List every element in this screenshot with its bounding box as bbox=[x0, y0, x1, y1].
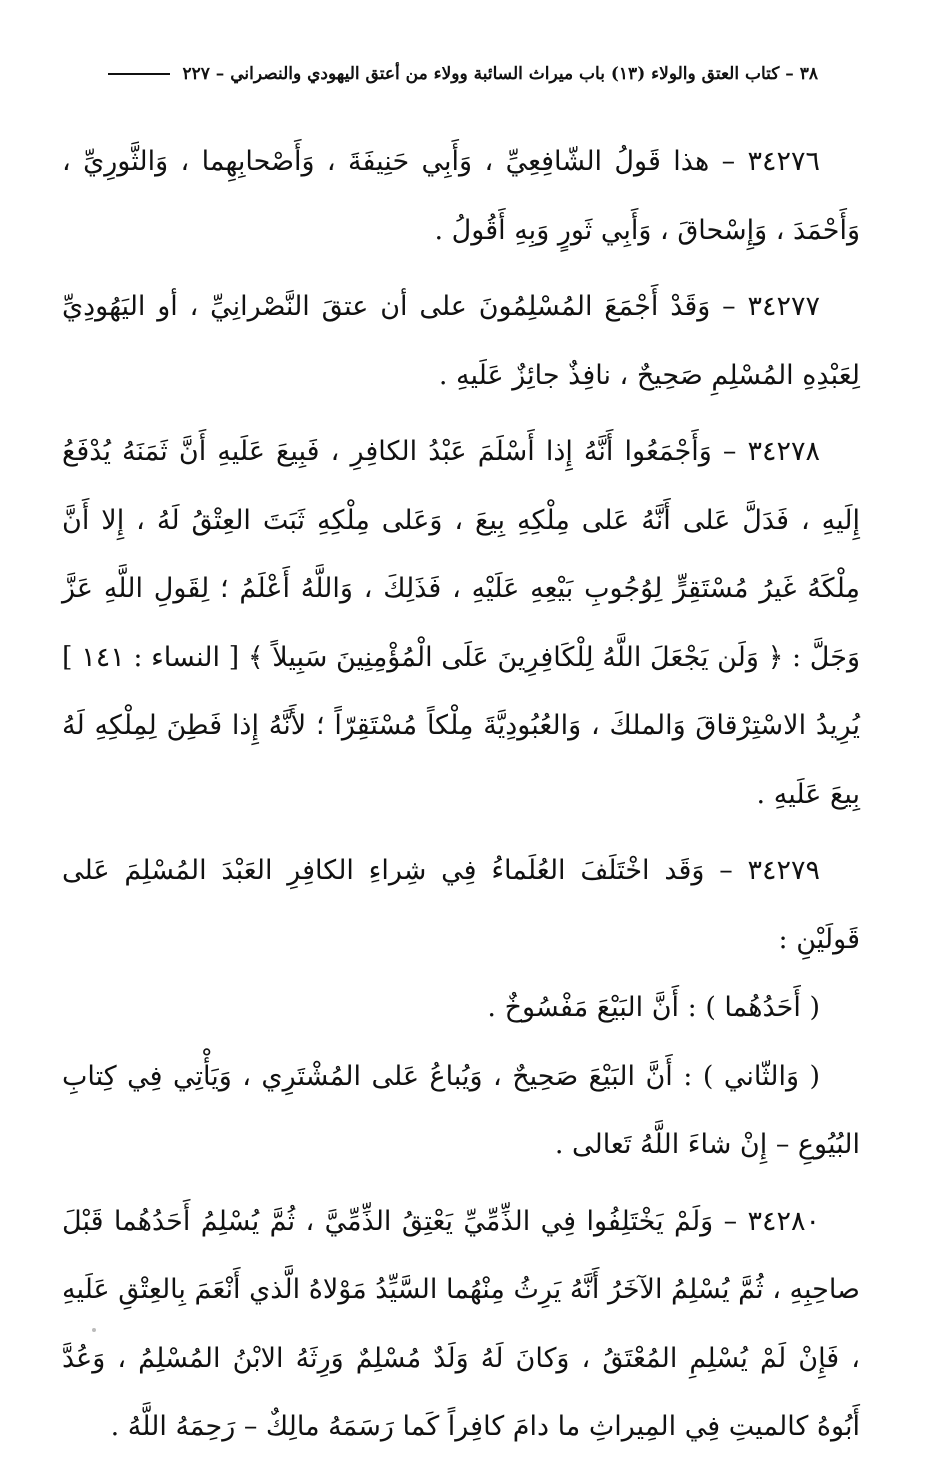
paragraph-text: ( أَحَدُهُما ) : أَنَّ البَيْعَ مَفْسُوخٌ . bbox=[487, 992, 820, 1023]
paragraph-opinion-second bbox=[62, 1043, 860, 1180]
paragraph-34277 bbox=[62, 273, 860, 410]
paragraph-text: – وَلَمْ يَخْتَلِفُوا فِي الذِّمِّيِّ يَعْتِقُ الذِّمِّيَّ ، ثُمَّ يُسْلِمُ أَحَدُهُما قَبْلَ صاحِبِهِ ، ثُمَّ يُسْلِمُ الآخَرُ أَنَّهُ يَرِثُ مِنْهُما السَّيِّدُ مَوْلاهُ الَّذي أَنْعَمَ بِالعِتْقِ عَلَيهِ ، فَإِنْ لَمْ يُسْلِمِ المُعْتَقُ ، وَكانَ لَهُ وَلَدٌ مُسْلِمٌ وَرِثَهُ الابْنُ المُسْلِمُ ، وَعُدَّ أَبُوهُ كالميتِ فِي المِيراثِ ما دامَ كافِراً كَما رَسَمَهُ مالِكٌ – رَحِمَهُ اللَّهُ . bbox=[62, 1205, 860, 1442]
paragraph-34278 bbox=[62, 418, 860, 829]
paragraph-number: ٣٤٢٧٩ bbox=[747, 855, 820, 886]
paragraph-opinion-first bbox=[62, 974, 860, 1043]
paragraph-number: ٣٤٢٧٧ bbox=[747, 291, 820, 322]
paragraph-number: ٣٤٢٧٦ bbox=[747, 146, 820, 177]
page-body bbox=[62, 128, 860, 1462]
paragraph-34279 bbox=[62, 837, 860, 974]
paragraph-text: ( وَالثّاني ) : أَنَّ البَيْعَ صَحِيحٌ ، وَيُباعُ عَلى المُشْتَرِي ، وَيَأْتِي فِي كِتابِ البُيُوعِ – إِنْ شاءَ اللَّهُ تَعالى . bbox=[62, 1060, 860, 1160]
paragraph-text: – هذا قَولُ الشّافِعِيِّ ، وَأَبِي حَنِيفَةَ ، وَأَصْحابِهِما ، وَالثَّورِيِّ ، وَأَحْمَدَ ، وَإِسْحاقَ ، وَأَبِي ثَورٍ وَبِهِ أَقُولُ . bbox=[62, 146, 860, 246]
paragraph-number: ٣٤٢٨٠ bbox=[747, 1205, 820, 1237]
paragraph-text: – وَقَدْ أَجْمَعَ المُسْلِمُونَ على أن عتقَ النَّصْرانِيِّ ، أو اليَهُودِيِّ لِعَبْدِهِ المُسْلِمِ صَحِيحٌ ، نافِذٌ جائِزٌ عَلَيهِ . bbox=[62, 291, 860, 391]
scan-speck bbox=[92, 1328, 96, 1332]
header-rule bbox=[108, 73, 170, 75]
paragraph-text: – وَأَجْمَعُوا أَنَّهُ إِذا أَسْلَمَ عَبْدُ الكافِرِ ، فَبِيعَ عَلَيهِ أَنَّ ثَمَنَهُ يُدْفَعُ إِلَيهِ ، فَدَلَّ عَلى أَنَّهُ عَلى مِلْكِهِ بِيعَ ، وَعَلى مِلْكِهِ ثَبَتَ العِتْقُ لَهُ ، إِلا أَنَّ مِلْكَهُ غَيرُ مُسْتَقِرٍّ لِوُجُوبِ بَيْعِهِ عَلَيْهِ ، فَذَلِكَ ، وَاللَّهُ أَعْلَمُ ؛ لِقَولِ اللَّهِ عَزَّ وَجَلَّ : ﴿ وَلَن يَجْعَلَ اللَّهُ لِلْكَافِرِينَ عَلَى الْمُؤْمِنِينَ سَبِيلاً ﴾ [ النساء : ١٤١ ] يُرِيدُ الاسْتِرْقاقَ وَالملكَ ، وَالعُبُودِيَّةَ مِلْكاً مُسْتَقِرّاً ؛ لأَنَّهُ إِذا فَطِنَ لِمِلْكِهِ لَهُ بِيعَ عَلَيهِ . bbox=[62, 436, 860, 810]
header-text: ٣٨ – كتاب العتق والولاء (١٣) باب ميراث السائبة وولاء من أعتق اليهودي والنصراني – ٢٢٧ bbox=[182, 64, 818, 84]
running-header bbox=[90, 64, 818, 84]
paragraph-number: ٣٤٢٧٨ bbox=[747, 436, 820, 467]
paragraph-34280 bbox=[62, 1188, 860, 1462]
paragraph-text: – وَقَد اخْتَلَفَ العُلَماءُ فِي شِراءِ الكافِرِ العَبْدَ المُسْلِمَ عَلى قَولَيْنِ : bbox=[62, 855, 860, 955]
paragraph-34276 bbox=[62, 128, 860, 265]
